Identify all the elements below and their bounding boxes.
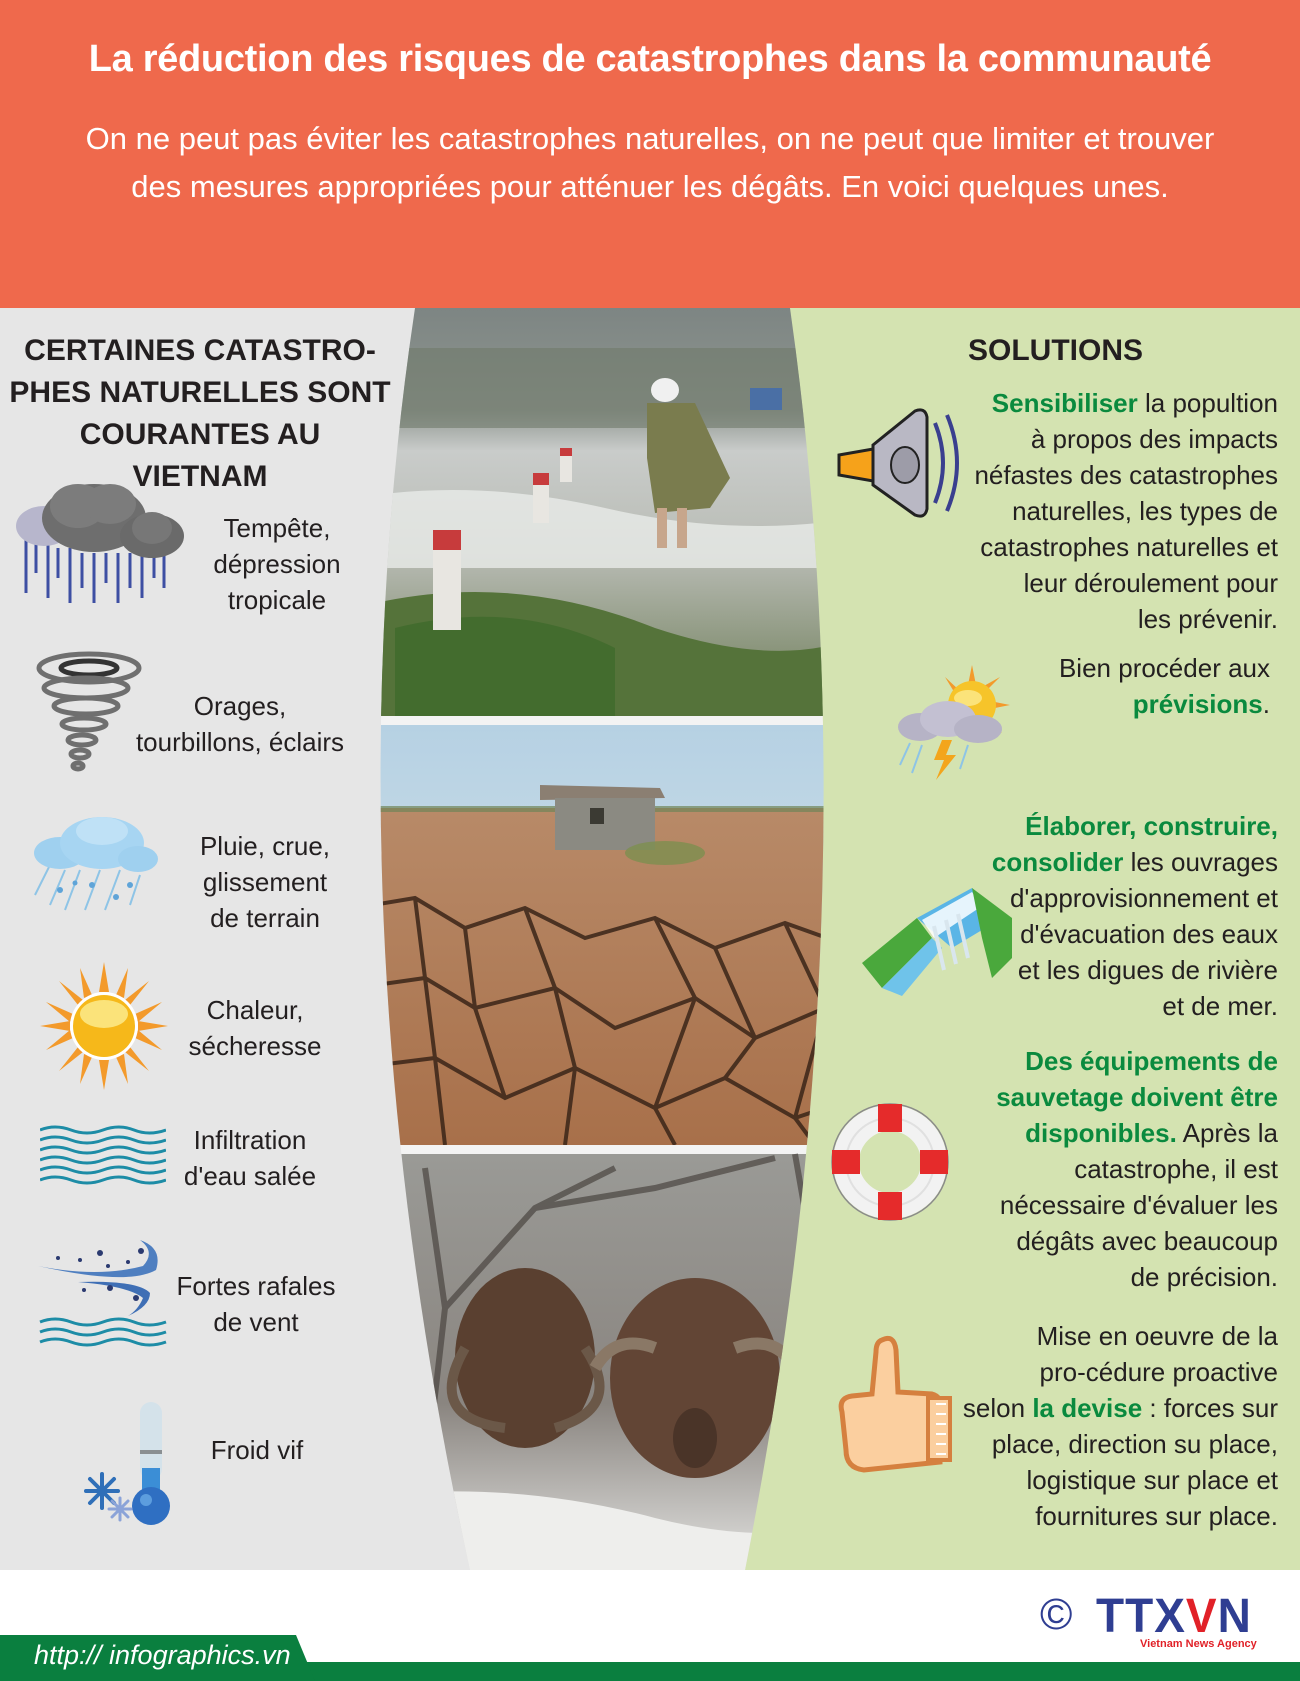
solution-proactive-procedure: Mise en oeuvre de la pro-cédure proactive selon la devise : forces sur place, direction su place, logistique sur place et fournitures sur place. xyxy=(962,1321,1278,1531)
cold-photo xyxy=(355,1154,855,1570)
solution-awareness: Sensibiliser la popultion à propos des impacts néfastes des catastrophes naturelles, les types de catastrophes naturelles et leur déroulement pour les prévenir. xyxy=(974,388,1278,634)
solution-highlight: Sensibiliser xyxy=(991,388,1138,418)
website-link[interactable]: http:// infographics.vn xyxy=(34,1640,291,1670)
hazard-label: Froid vif xyxy=(210,1435,304,1465)
thermometer-snow-icon xyxy=(82,1398,182,1526)
solution-highlight: consolider xyxy=(991,847,1124,877)
logo-wordmark: TTXVN xyxy=(1096,1587,1252,1643)
drought-photo xyxy=(355,725,855,1145)
solution-highlight: Des équipements de xyxy=(1025,1046,1278,1076)
hazard-label: Fortes rafales de vent xyxy=(176,1271,336,1337)
page-title: La réduction des risques de catastrophes dans la communauté xyxy=(88,38,1212,80)
page-subtitle: On ne peut pas éviter les catastrophes naturelles, on ne peut que limiter et trouver des mesures appropriées pour atténuer les dégâts. En voici quelques unes. xyxy=(85,121,1215,204)
ttxvn-logo xyxy=(1040,1587,1280,1652)
solution-highlight: sauvetage doivent être xyxy=(996,1082,1278,1112)
hazards-heading: CERTAINES CATASTRO- PHES NATURELLES SONT COURANTES AU VIETNAM xyxy=(9,334,391,493)
hazard-label: Orages, tourbillons, éclairs xyxy=(135,691,345,757)
solution-highlight: la devise xyxy=(1032,1393,1143,1423)
header-banner xyxy=(0,0,1300,308)
waves-icon xyxy=(40,1124,166,1190)
wind-icon xyxy=(38,1238,168,1350)
hazard-label: Chaleur, sécheresse xyxy=(188,995,322,1061)
hazard-label: Tempête, dépression tropicale xyxy=(213,513,341,615)
logo-subtitle: Vietnam News Agency xyxy=(1140,1638,1257,1650)
hazard-label: Infiltration d'eau salée xyxy=(183,1125,317,1191)
copyright-icon: © xyxy=(1040,1590,1073,1639)
storm-cloud-icon xyxy=(14,478,184,608)
hazard-label: Pluie, crue, glissement de terrain xyxy=(199,831,331,933)
solution-infrastructure: Élaborer, construire, consolider les ouvrages d'approvisionnement et d'évacuation des eaux et les digues de rivière et de mer. xyxy=(858,808,1278,1024)
solution-rescue-equipment: Des équipements de sauvetage doivent être disponibles. Après la catastrophe, il est nécessaire d'évaluer les dégâts avec beaucoup de précision. xyxy=(858,1043,1278,1295)
sun-icon xyxy=(40,962,168,1090)
photo-column xyxy=(355,308,855,1570)
solutions-heading: SOLUTIONS xyxy=(968,334,1144,367)
solution-highlight: prévisions xyxy=(1132,689,1263,719)
solution-forecast: Bien procéder aux prévisions. xyxy=(1058,653,1270,719)
solution-highlight: Élaborer, construire, xyxy=(1025,811,1278,841)
solution-highlight: disponibles. xyxy=(1025,1118,1177,1148)
storm-photo xyxy=(355,308,855,716)
rain-cloud-icon xyxy=(30,815,160,920)
